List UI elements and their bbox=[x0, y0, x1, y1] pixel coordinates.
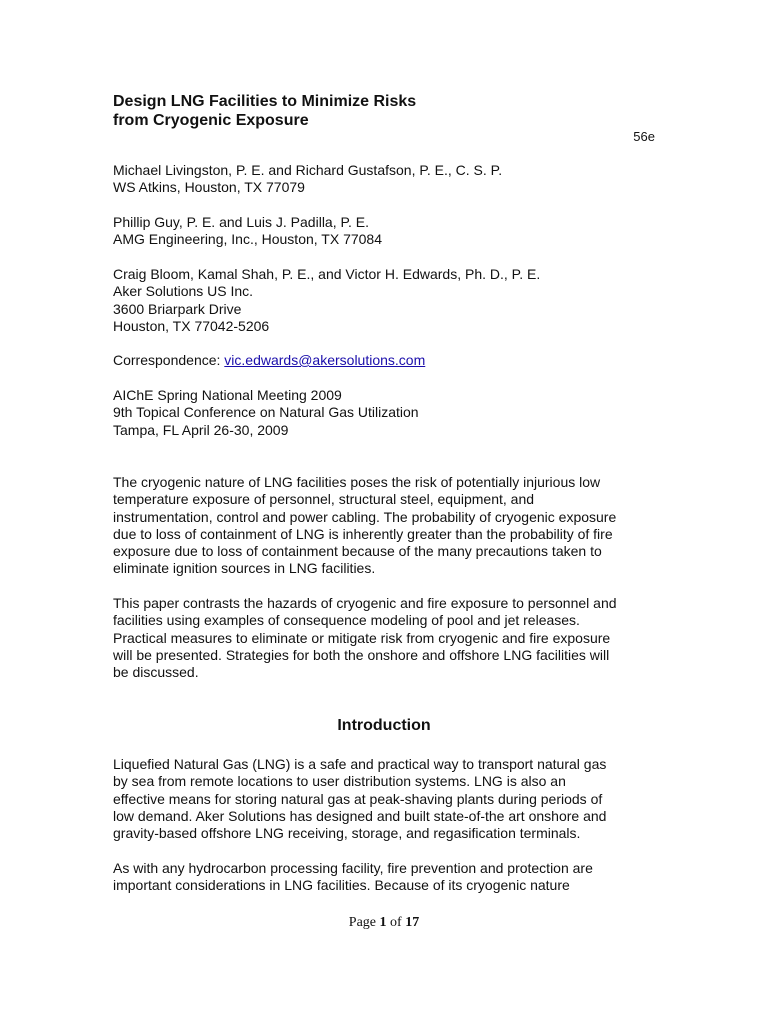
correspondence-email-link[interactable]: vic.edwards@akersolutions.com bbox=[224, 352, 426, 368]
page-footer bbox=[0, 915, 768, 931]
text-line: by sea from remote locations to user distribution systems. LNG is also an bbox=[113, 773, 566, 790]
text-line: eliminate ignition sources in LNG facilities. bbox=[113, 560, 376, 577]
meeting-info bbox=[113, 387, 658, 439]
page-number: 1 bbox=[379, 915, 387, 930]
text-line: As with any hydrocarbon processing facility, fire prevention and protection are bbox=[113, 860, 593, 876]
meeting-name: AIChE Spring National Meeting 2009 bbox=[113, 387, 342, 403]
section-heading-introduction: Introduction bbox=[337, 717, 431, 734]
total-pages: 17 bbox=[405, 915, 420, 930]
conference-name: 9th Topical Conference on Natural Gas Utilization bbox=[113, 404, 419, 421]
author-names: Phillip Guy, P. E. and Luis J. Padilla, P. E. bbox=[113, 214, 370, 230]
author-group-1 bbox=[113, 162, 658, 197]
introduction-paragraph-2 bbox=[113, 860, 658, 895]
abstract-paragraph-2 bbox=[113, 595, 658, 681]
title-line-2: from Cryogenic Exposure bbox=[113, 112, 309, 129]
text-line: gravity-based offshore LNG receiving, storage, and regasification terminals. bbox=[113, 825, 581, 842]
author-address-city: Houston, TX 77042-5206 bbox=[113, 317, 270, 334]
text-line: This paper contrasts the hazards of cryogenic and fire exposure to personnel and bbox=[113, 595, 617, 611]
text-line: instrumentation, control and power cabling. The probability of cryogenic exposure bbox=[113, 508, 617, 525]
text-line: Liquefied Natural Gas (LNG) is a safe and practical way to transport natural gas bbox=[113, 756, 607, 772]
text-line: will be presented. Strategies for both the onshore and offshore LNG facilities will bbox=[113, 646, 610, 663]
text-line: low demand. Aker Solutions has designed and built state-of-the art onshore and bbox=[113, 807, 607, 824]
meeting-location-date: Tampa, FL April 26-30, 2009 bbox=[113, 421, 289, 438]
paper-code: 56e bbox=[633, 129, 655, 144]
text-line: be discussed. bbox=[113, 664, 199, 681]
author-affiliation: WS Atkins, Houston, TX 77079 bbox=[113, 179, 305, 196]
text-line: Practical measures to eliminate or mitigate risk from cryogenic and fire exposure bbox=[113, 629, 611, 646]
author-affiliation: Aker Solutions US Inc. bbox=[113, 283, 254, 300]
introduction-paragraph-1 bbox=[113, 756, 658, 842]
author-names: Craig Bloom, Kamal Shah, P. E., and Victor H. Edwards, Ph. D., P. E. bbox=[113, 266, 541, 282]
text-line: important considerations in LNG facilities. Because of its cryogenic nature bbox=[113, 877, 570, 894]
author-affiliation: AMG Engineering, Inc., Houston, TX 77084 bbox=[113, 231, 383, 248]
author-group-2 bbox=[113, 214, 658, 249]
page-word: Page bbox=[348, 915, 377, 930]
text-line: effective means for storing natural gas at peak-shaving plants during periods of bbox=[113, 790, 603, 807]
of-word: of bbox=[390, 915, 402, 930]
author-address-street: 3600 Briarpark Drive bbox=[113, 300, 242, 317]
correspondence bbox=[113, 352, 658, 369]
text-line: exposure due to loss of containment because of the many precautions taken to bbox=[113, 543, 602, 560]
title-line-1: Design LNG Facilities to Minimize Risks bbox=[113, 93, 417, 110]
author-group-3 bbox=[113, 266, 658, 335]
text-line: temperature exposure of personnel, structural steel, equipment, and bbox=[113, 491, 535, 508]
text-line: due to loss of containment of LNG is inherently greater than the probability of fire bbox=[113, 525, 613, 542]
text-line: facilities using examples of consequence modeling of pool and jet releases. bbox=[113, 612, 580, 629]
text-line: The cryogenic nature of LNG facilities poses the risk of potentially injurious low bbox=[113, 474, 601, 490]
author-names: Michael Livingston, P. E. and Richard Gustafson, P. E., C. S. P. bbox=[113, 162, 503, 178]
correspondence-label: Correspondence: bbox=[113, 352, 225, 368]
paper-title bbox=[113, 92, 573, 130]
abstract-paragraph-1 bbox=[113, 474, 658, 578]
